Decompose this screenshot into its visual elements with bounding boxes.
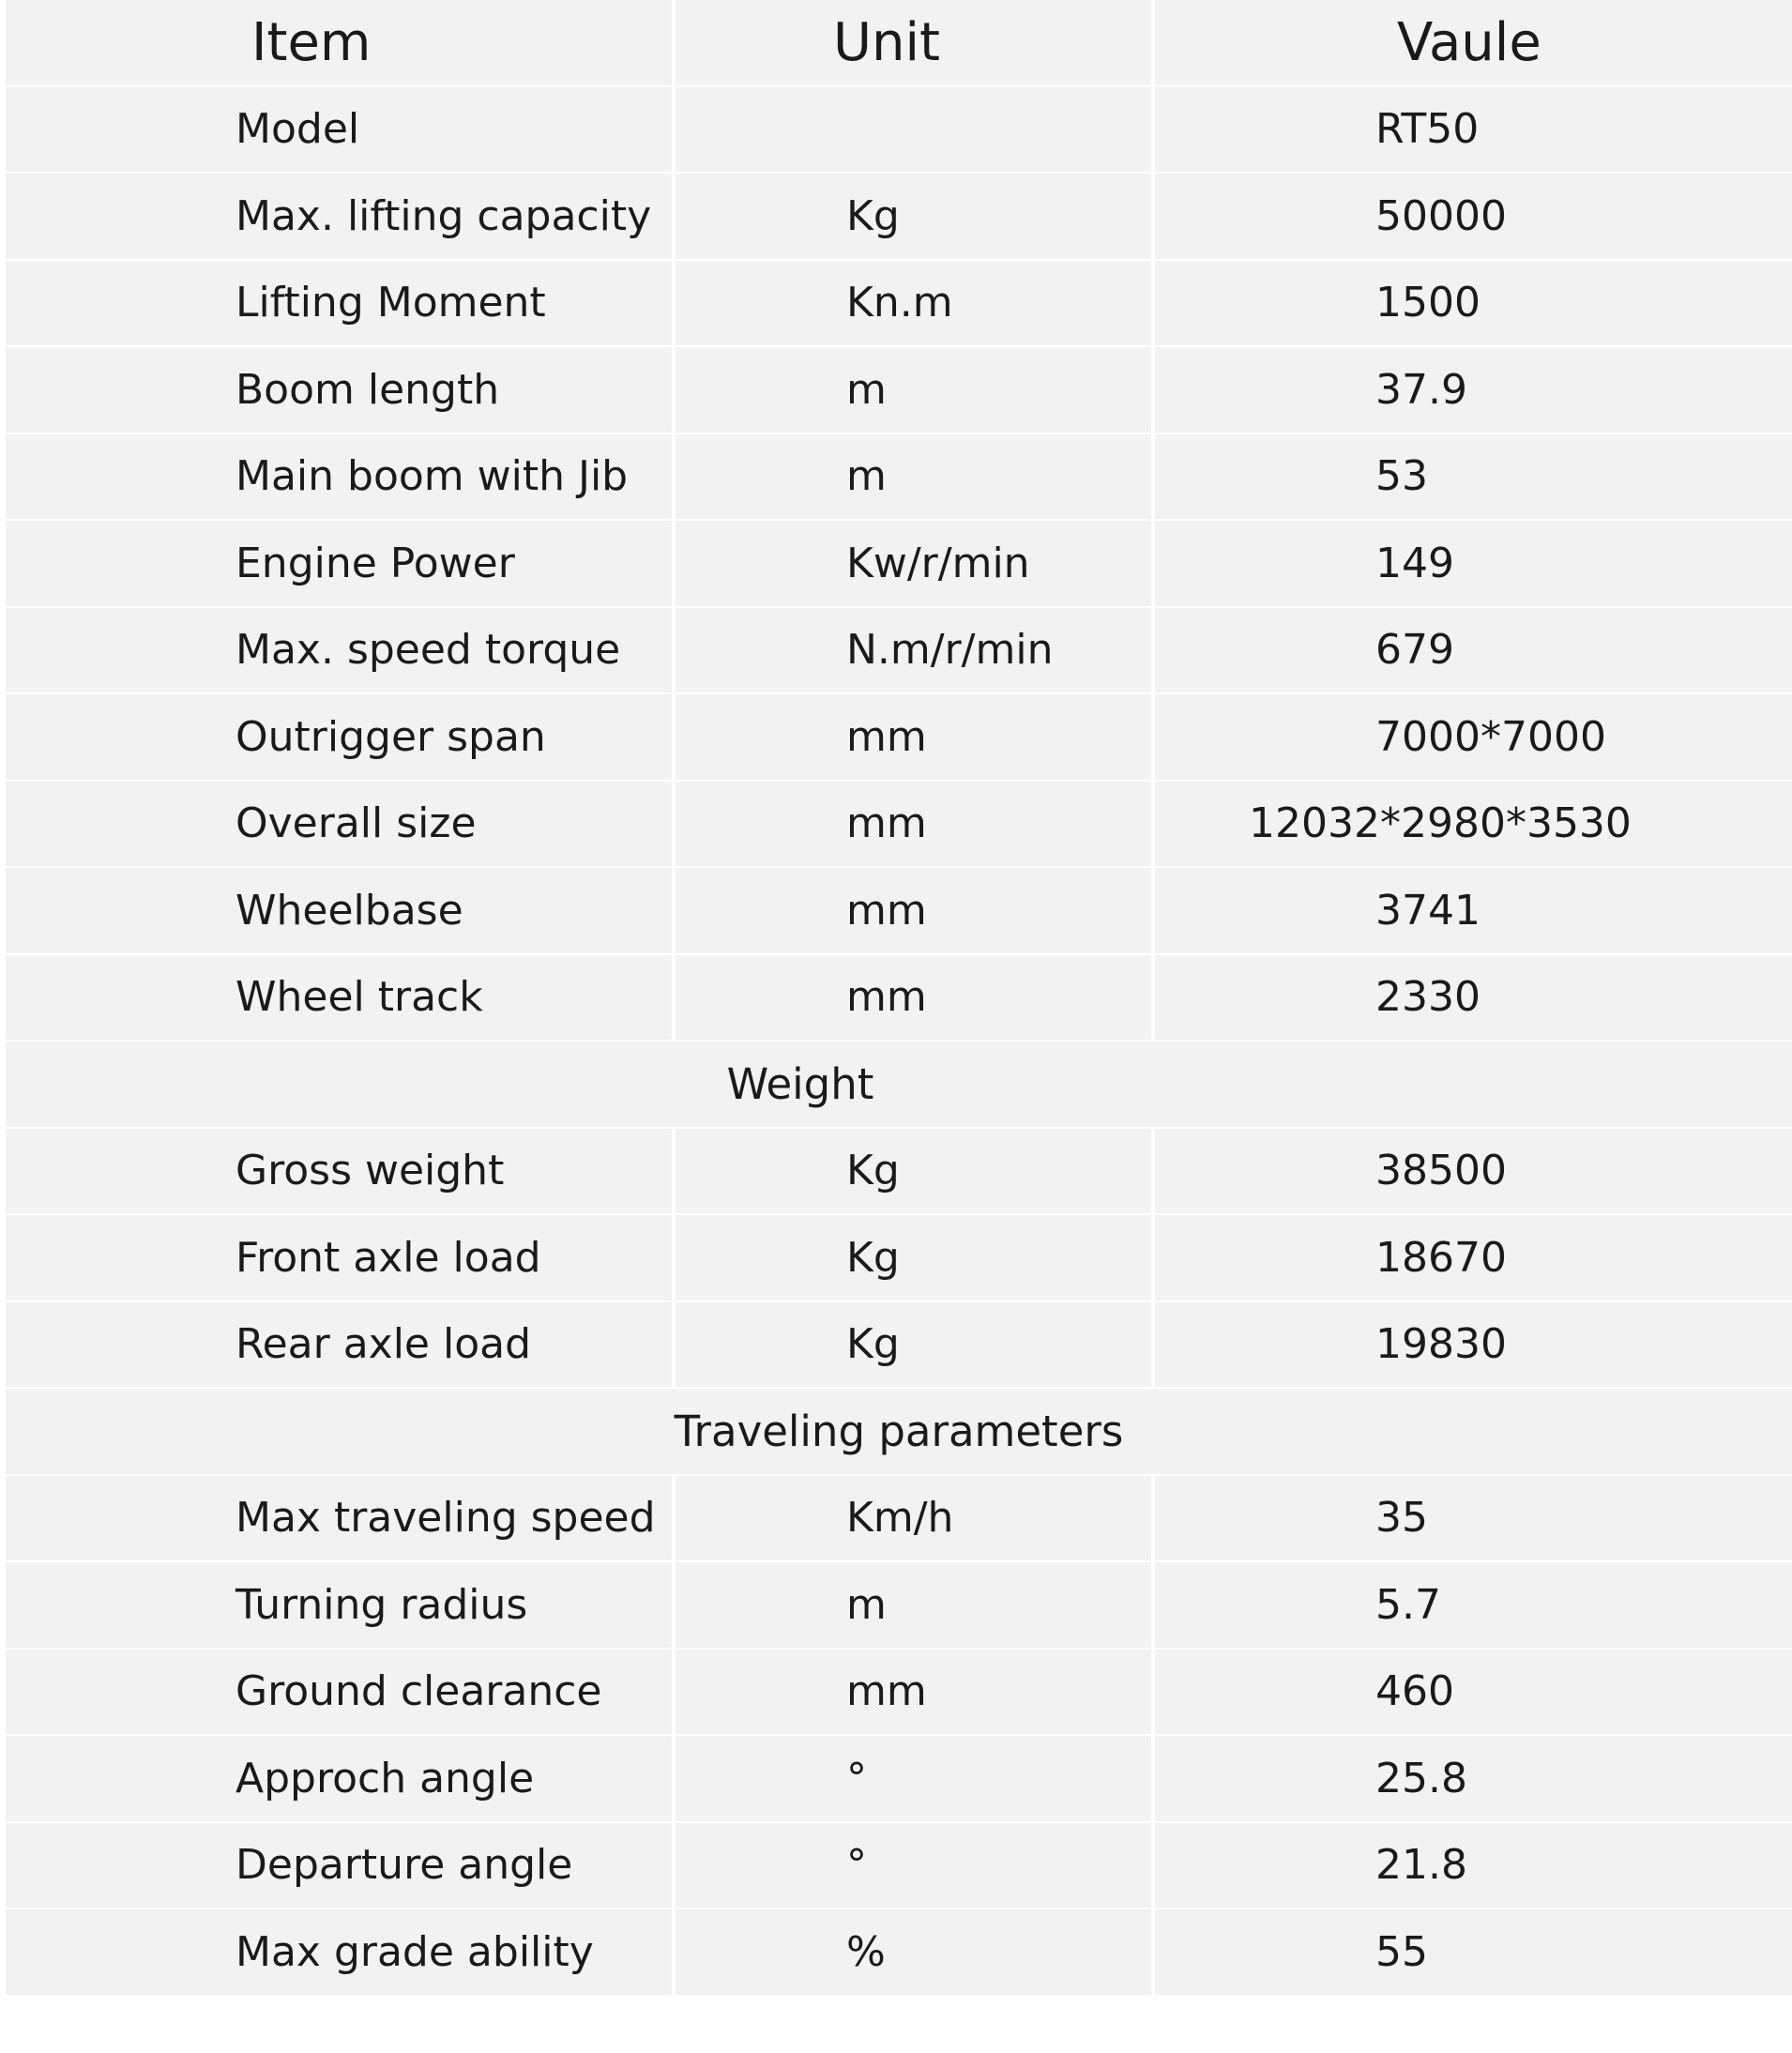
row-value: 25.8 [1155,1736,1792,1821]
row-item: Ground clearance [6,1650,672,1735]
section-title-weight: Weight [6,1042,1792,1127]
row-value: 21.8 [1155,1823,1792,1909]
row-value: 55 [1155,1909,1792,1995]
row-unit: mm [676,782,1151,867]
header-item: Item [6,0,672,85]
row-unit: Kw/r/min [676,521,1151,606]
row-item: Max traveling speed [6,1476,672,1561]
row-item: Max. lifting capacity [6,174,672,259]
row-value: 3741 [1155,868,1792,953]
row-unit: % [676,1909,1151,1995]
row-item: Wheel track [6,955,672,1041]
row-unit: Kg [676,1215,1151,1300]
row-unit: Kg [676,1302,1151,1388]
row-item: Lifting Moment [6,261,672,346]
row-value: 460 [1155,1650,1792,1735]
row-unit: mm [676,1650,1151,1735]
section-title-traveling: Traveling parameters [6,1389,1792,1474]
row-unit: ° [676,1736,1151,1821]
row-unit: m [676,1562,1151,1648]
row-unit [676,87,1151,173]
row-value: RT50 [1155,87,1792,173]
row-item: Front axle load [6,1215,672,1300]
row-item: Approch angle [6,1736,672,1821]
row-value: 679 [1155,608,1792,693]
row-unit: ° [676,1823,1151,1909]
row-item: Max. speed torque [6,608,672,693]
row-unit: Km/h [676,1476,1151,1561]
row-unit: mm [676,694,1151,780]
row-value: 35 [1155,1476,1792,1561]
row-unit: m [676,434,1151,520]
row-item: Max grade ability [6,1909,672,1995]
row-item: Engine Power [6,521,672,606]
row-item: Rear axle load [6,1302,672,1388]
row-item: Overall size [6,782,672,867]
row-item: Departure angle [6,1823,672,1909]
row-unit: Kg [676,1129,1151,1214]
row-value: 12032*2980*3530 [1155,782,1792,867]
header-unit: Unit [676,0,1151,85]
row-value: 2330 [1155,955,1792,1041]
row-value: 38500 [1155,1129,1792,1214]
row-item: Gross weight [6,1129,672,1214]
row-unit: mm [676,868,1151,953]
row-unit: m [676,347,1151,433]
row-value: 50000 [1155,174,1792,259]
row-value: 18670 [1155,1215,1792,1300]
row-unit: mm [676,955,1151,1041]
row-value: 1500 [1155,261,1792,346]
row-unit: N.m/r/min [676,608,1151,693]
row-value: 7000*7000 [1155,694,1792,780]
row-unit: Kn.m [676,261,1151,346]
row-value: 53 [1155,434,1792,520]
spec-table [6,0,1786,1999]
row-item: Outrigger span [6,694,672,780]
row-value: 19830 [1155,1302,1792,1388]
header-value: Vaule [1155,0,1792,85]
row-item: Model [6,87,672,173]
row-item: Turning radius [6,1562,672,1648]
row-item: Main boom with Jib [6,434,672,520]
row-value: 5.7 [1155,1562,1792,1648]
row-item: Wheelbase [6,868,672,953]
row-value: 37.9 [1155,347,1792,433]
row-unit: Kg [676,174,1151,259]
row-value: 149 [1155,521,1792,606]
row-item: Boom length [6,347,672,433]
